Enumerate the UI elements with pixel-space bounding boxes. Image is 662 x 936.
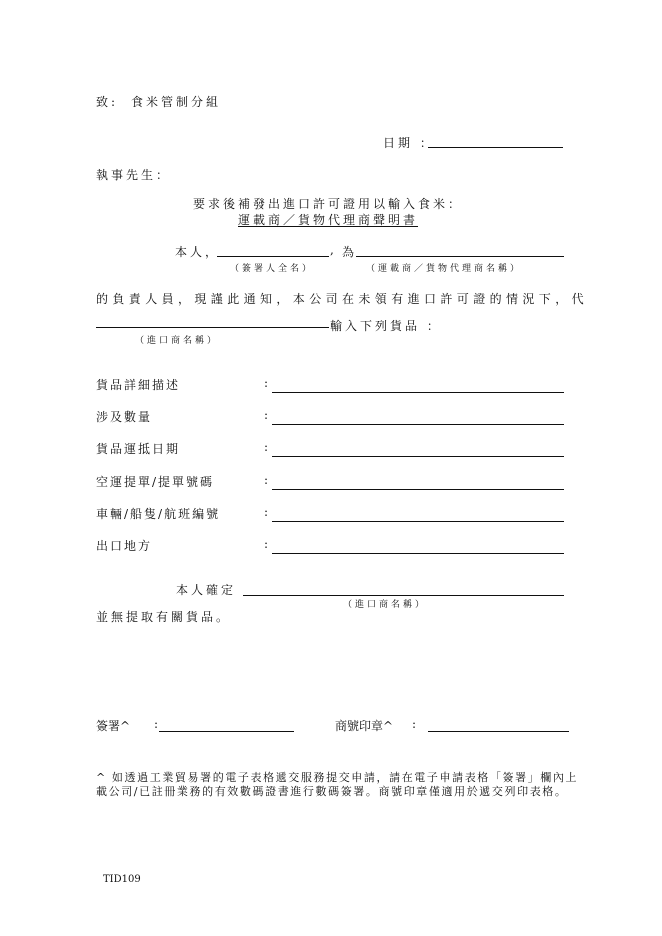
confirm-importer-line[interactable] [243,595,564,596]
confirm-prefix: 本人確定 [176,583,237,597]
import-goods-text: 輸入下列貨品 ： [330,319,442,333]
date-label: 日期 ： [383,136,435,150]
carrier-name-hint: （運載商／貨物代理商名稱） [366,264,523,274]
footnote-line-2: 載公司/已註冊業務的有效數碼證書進行數碼簽署。商號印章僅適用於遞交列印表格。 [96,785,568,798]
importer-name-hint: （進口商名稱） [135,336,220,346]
declarant-as: 為 [342,245,358,259]
company-chop-line[interactable] [428,731,569,732]
quantity-line[interactable] [272,424,564,425]
bill-number-line[interactable] [272,489,564,490]
form-code: TID109 [103,874,141,885]
company-chop-label: 商號印章^ [335,719,394,733]
to-recipient: 食米管制分組 [131,95,222,109]
declarant-prefix: 本人， [175,245,221,259]
export-place-line[interactable] [272,553,564,554]
footnote-line-1: ^ 如透過工業貿易署的電子表格遞交服務提交申請，請在電子申請表格「簽署」欄內上 [96,771,579,784]
confirm-suffix: 並無提取有關貨品。 [96,610,232,624]
field-label-bill-number: 空運提單/提單號碼 [96,475,215,489]
signatory-name-hint: （簽署人全名） [230,264,315,274]
confirm-importer-hint: （進口商名稱） [343,600,428,610]
date-field-line[interactable] [428,147,563,148]
arrival-date-line[interactable] [272,456,564,457]
field-colon: : [264,473,269,487]
field-colon: : [264,537,269,551]
statement-line: 的負責人員，現謹此通知，本公司在未領有進口許可證的情況下，代 [96,292,589,306]
importer-name-line[interactable] [96,327,329,328]
subject-line-2: 運載商／貨物代理商聲明書 [238,213,419,227]
subject-line-1: 要求後補發出進口許可證用以輸入食米： [193,197,464,211]
field-label-vehicle-number: 車輛/船隻/航班編號 [96,507,221,521]
field-colon: : [264,376,269,390]
salutation: 執事先生： [96,168,172,182]
field-colon: : [264,440,269,454]
to-label: 致: [96,95,119,109]
company-chop-colon: : [412,717,417,731]
field-label-quantity: 涉及數量 [96,410,153,424]
signature-colon: : [154,717,159,731]
signature-label: 簽署^ [96,719,131,733]
declarant-comma: , [330,243,334,257]
field-label-arrival-date: 貨品運抵日期 [96,442,181,456]
field-label-export-place: 出口地方 [96,539,153,553]
vehicle-number-line[interactable] [272,521,564,522]
field-colon: : [264,505,269,519]
field-label-goods-description: 貨品詳細描述 [96,378,181,392]
signatory-name-line[interactable] [217,256,329,257]
goods-description-line[interactable] [272,392,564,393]
signature-line[interactable] [159,731,294,732]
carrier-name-line[interactable] [356,256,564,257]
field-colon: : [264,408,269,422]
